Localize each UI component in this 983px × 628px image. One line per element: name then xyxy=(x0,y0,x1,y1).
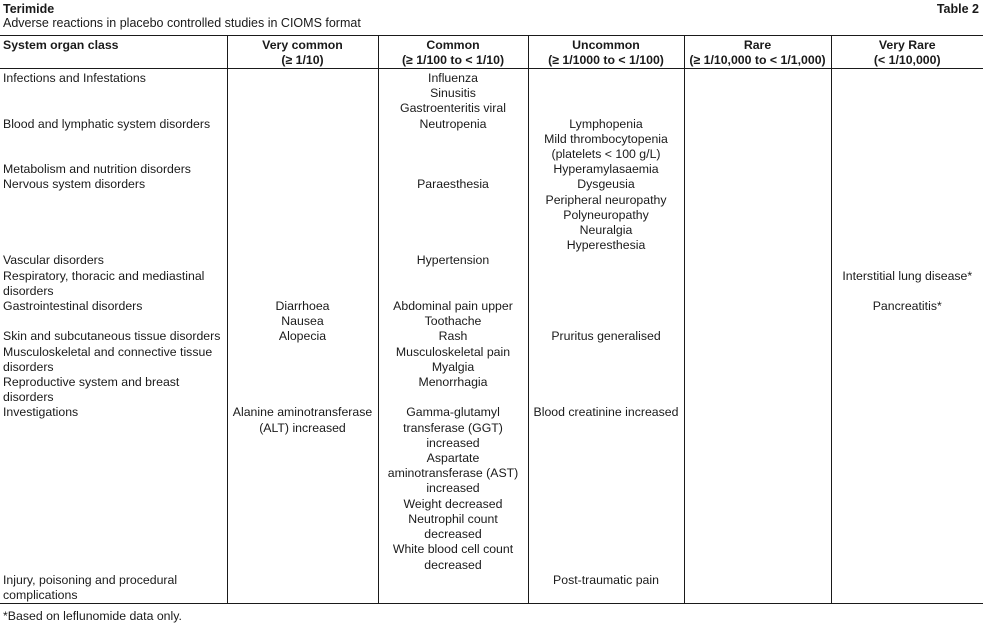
very-rare-cell xyxy=(831,253,983,268)
rare-cell xyxy=(684,345,831,375)
organ-class-text: Injury, poisoning and procedural xyxy=(3,572,178,587)
common-cell xyxy=(378,573,528,604)
table-row xyxy=(0,573,983,604)
very-common-cell xyxy=(227,375,378,405)
reaction-text: Lymphopenia xyxy=(569,116,643,131)
reaction-text: increased xyxy=(426,435,480,450)
reaction-text: Gamma-glutamyl xyxy=(406,405,500,420)
organ-class-text: Vascular disorders xyxy=(3,253,104,268)
rare-cell xyxy=(684,269,831,299)
system-organ-class-cell xyxy=(0,69,227,117)
rare-cell xyxy=(684,177,831,253)
system-organ-class-cell xyxy=(0,405,227,572)
very-common-cell xyxy=(227,269,378,299)
table-row xyxy=(0,177,983,253)
reaction-text: Alopecia xyxy=(278,329,327,344)
very-rare-cell xyxy=(831,69,983,117)
column-header-very-common: Very common (≥ 1/10) xyxy=(227,36,378,69)
reaction-text: aminotransferase (AST) xyxy=(387,466,519,481)
rare-cell xyxy=(684,299,831,329)
uncommon-cell xyxy=(528,299,684,329)
reaction-text: Musculoskeletal pain xyxy=(395,344,511,359)
uncommon-cell xyxy=(528,573,684,604)
adverse-reactions-table xyxy=(0,35,983,604)
table-row xyxy=(0,253,983,268)
reaction-text: increased xyxy=(426,481,480,496)
common-cell xyxy=(378,345,528,375)
organ-class-text: Skin and subcutaneous tissue disorders xyxy=(3,329,221,344)
reaction-text: decreased xyxy=(424,527,482,542)
table-footnote: *Based on leflunomide data only. xyxy=(3,609,182,623)
uncommon-cell xyxy=(528,345,684,375)
reaction-text: White blood cell count xyxy=(392,542,514,557)
common-cell xyxy=(378,329,528,344)
uncommon-cell xyxy=(528,69,684,117)
very-common-cell xyxy=(227,573,378,604)
system-organ-class-cell xyxy=(0,177,227,253)
reaction-text: Mild thrombocytopenia xyxy=(544,131,668,146)
organ-class-text: Musculoskeletal and connective tissue xyxy=(3,344,213,359)
reaction-text: Neutrophil count xyxy=(408,511,498,526)
very-common-cell xyxy=(227,345,378,375)
reaction-text: Blood creatinine increased xyxy=(533,405,679,420)
reaction-text: Gastroenteritis viral xyxy=(400,101,506,116)
very-rare-cell xyxy=(831,405,983,572)
very-rare-cell xyxy=(831,573,983,604)
organ-class-text: disorders xyxy=(3,359,54,374)
document-title: Terimide xyxy=(3,2,55,16)
reaction-text: Hyperamylasaemia xyxy=(553,162,659,177)
organ-class-text: Infections and Infestations xyxy=(3,71,146,85)
column-header-system-organ-class: System organ class xyxy=(0,36,227,69)
system-organ-class-cell xyxy=(0,329,227,344)
column-header-very-rare: Very Rare (< 1/10,000) xyxy=(831,36,983,69)
very-common-cell xyxy=(227,69,378,117)
common-cell xyxy=(378,405,528,572)
uncommon-cell xyxy=(528,177,684,253)
table-body xyxy=(0,69,983,604)
rare-cell xyxy=(684,162,831,177)
column-header-common: Common (≥ 1/100 to < 1/10) xyxy=(378,36,528,69)
system-organ-class-cell xyxy=(0,375,227,405)
table-row xyxy=(0,117,983,163)
rare-cell xyxy=(684,117,831,163)
very-common-cell xyxy=(227,253,378,268)
reaction-text: Sinusitis xyxy=(430,86,476,101)
very-rare-cell xyxy=(831,299,983,329)
very-rare-cell xyxy=(831,117,983,163)
common-cell xyxy=(378,299,528,329)
system-organ-class-cell xyxy=(0,299,227,329)
reaction-text: Aspartate xyxy=(426,451,480,466)
very-rare-cell xyxy=(831,269,983,299)
very-common-cell xyxy=(227,162,378,177)
common-cell xyxy=(378,177,528,253)
reaction-text: (ALT) increased xyxy=(259,420,346,435)
organ-class-text: disorders xyxy=(3,390,54,405)
very-rare-cell xyxy=(831,345,983,375)
uncommon-cell xyxy=(528,162,684,177)
reaction-text: Post-traumatic pain xyxy=(553,572,659,587)
organ-class-text: Gastrointestinal disorders xyxy=(3,299,143,314)
column-header-uncommon: Uncommon (≥ 1/1000 to < 1/100) xyxy=(528,36,684,69)
reaction-text: Rash xyxy=(438,329,468,344)
system-organ-class-cell xyxy=(0,253,227,268)
organ-class-text: Blood and lymphatic system disorders xyxy=(3,116,211,131)
system-organ-class-cell xyxy=(0,345,227,375)
system-organ-class-cell xyxy=(0,162,227,177)
reaction-text: Dysgeusia xyxy=(577,177,635,192)
rare-cell xyxy=(684,329,831,344)
reaction-text: Myalgia xyxy=(431,359,475,374)
reaction-text: Paraesthesia xyxy=(417,177,489,192)
reaction-text: Peripheral neuropathy xyxy=(545,192,667,207)
very-common-cell xyxy=(227,117,378,163)
reaction-text: Abdominal pain upper xyxy=(393,299,513,314)
table-row xyxy=(0,299,983,329)
table-row xyxy=(0,345,983,375)
rare-cell xyxy=(684,375,831,405)
reaction-text: Influenza xyxy=(428,71,478,85)
reaction-text: Neuralgia xyxy=(579,223,633,238)
reaction-text: Neutropenia xyxy=(419,116,487,131)
common-cell xyxy=(378,117,528,163)
common-cell xyxy=(378,269,528,299)
table-header-row xyxy=(0,36,983,69)
very-rare-cell xyxy=(831,177,983,253)
organ-class-text: complications xyxy=(3,587,78,602)
common-cell xyxy=(378,69,528,117)
reaction-text: Weight decreased xyxy=(403,496,503,511)
table-number-label: Table 2 xyxy=(936,2,979,16)
organ-class-text: Metabolism and nutrition disorders xyxy=(3,162,191,177)
system-organ-class-cell xyxy=(0,573,227,604)
uncommon-cell xyxy=(528,375,684,405)
very-rare-cell xyxy=(831,329,983,344)
system-organ-class-cell xyxy=(0,269,227,299)
uncommon-cell xyxy=(528,117,684,163)
common-cell xyxy=(378,375,528,405)
common-cell xyxy=(378,253,528,268)
reaction-text: Pruritus generalised xyxy=(551,329,661,344)
organ-class-text: Investigations xyxy=(3,405,79,420)
organ-class-text: Nervous system disorders xyxy=(3,177,146,192)
table-row xyxy=(0,375,983,405)
reaction-text: Menorrhagia xyxy=(418,375,488,390)
uncommon-cell xyxy=(528,329,684,344)
column-header-rare: Rare (≥ 1/10,000 to < 1/1,000) xyxy=(684,36,831,69)
reaction-text: Interstitial lung disease* xyxy=(842,268,973,283)
table-row xyxy=(0,69,983,117)
rare-cell xyxy=(684,69,831,117)
reaction-text: Hyperesthesia xyxy=(566,238,646,253)
rare-cell xyxy=(684,405,831,572)
reaction-text: transferase (GGT) xyxy=(403,420,503,435)
reaction-text: Polyneuropathy xyxy=(563,207,649,222)
table-row xyxy=(0,329,983,344)
very-common-cell xyxy=(227,405,378,572)
organ-class-text: Reproductive system and breast xyxy=(3,375,180,390)
uncommon-cell xyxy=(528,405,684,572)
uncommon-cell xyxy=(528,269,684,299)
common-cell xyxy=(378,162,528,177)
reaction-text: Hypertension xyxy=(416,253,490,268)
reaction-text: Nausea xyxy=(281,314,324,329)
organ-class-text: Respiratory, thoracic and mediastinal xyxy=(3,268,205,283)
very-common-cell xyxy=(227,177,378,253)
reaction-text: Diarrhoea xyxy=(275,299,330,314)
reaction-text: Alanine aminotransferase xyxy=(232,405,373,420)
very-common-cell xyxy=(227,299,378,329)
very-common-cell xyxy=(227,329,378,344)
uncommon-cell xyxy=(528,253,684,268)
system-organ-class-cell xyxy=(0,117,227,163)
table-caption: Adverse reactions in placebo controlled studies in CIOMS format xyxy=(3,16,361,30)
table-row xyxy=(0,269,983,299)
reaction-text: (platelets < 100 g/L) xyxy=(551,147,661,162)
table-row xyxy=(0,162,983,177)
rare-cell xyxy=(684,253,831,268)
reaction-text: Pancreatitis* xyxy=(872,299,942,314)
table-row xyxy=(0,405,983,572)
reaction-text: decreased xyxy=(424,557,482,572)
rare-cell xyxy=(684,573,831,604)
organ-class-text: disorders xyxy=(3,283,54,298)
reaction-text: Toothache xyxy=(424,314,482,329)
very-rare-cell xyxy=(831,375,983,405)
very-rare-cell xyxy=(831,162,983,177)
